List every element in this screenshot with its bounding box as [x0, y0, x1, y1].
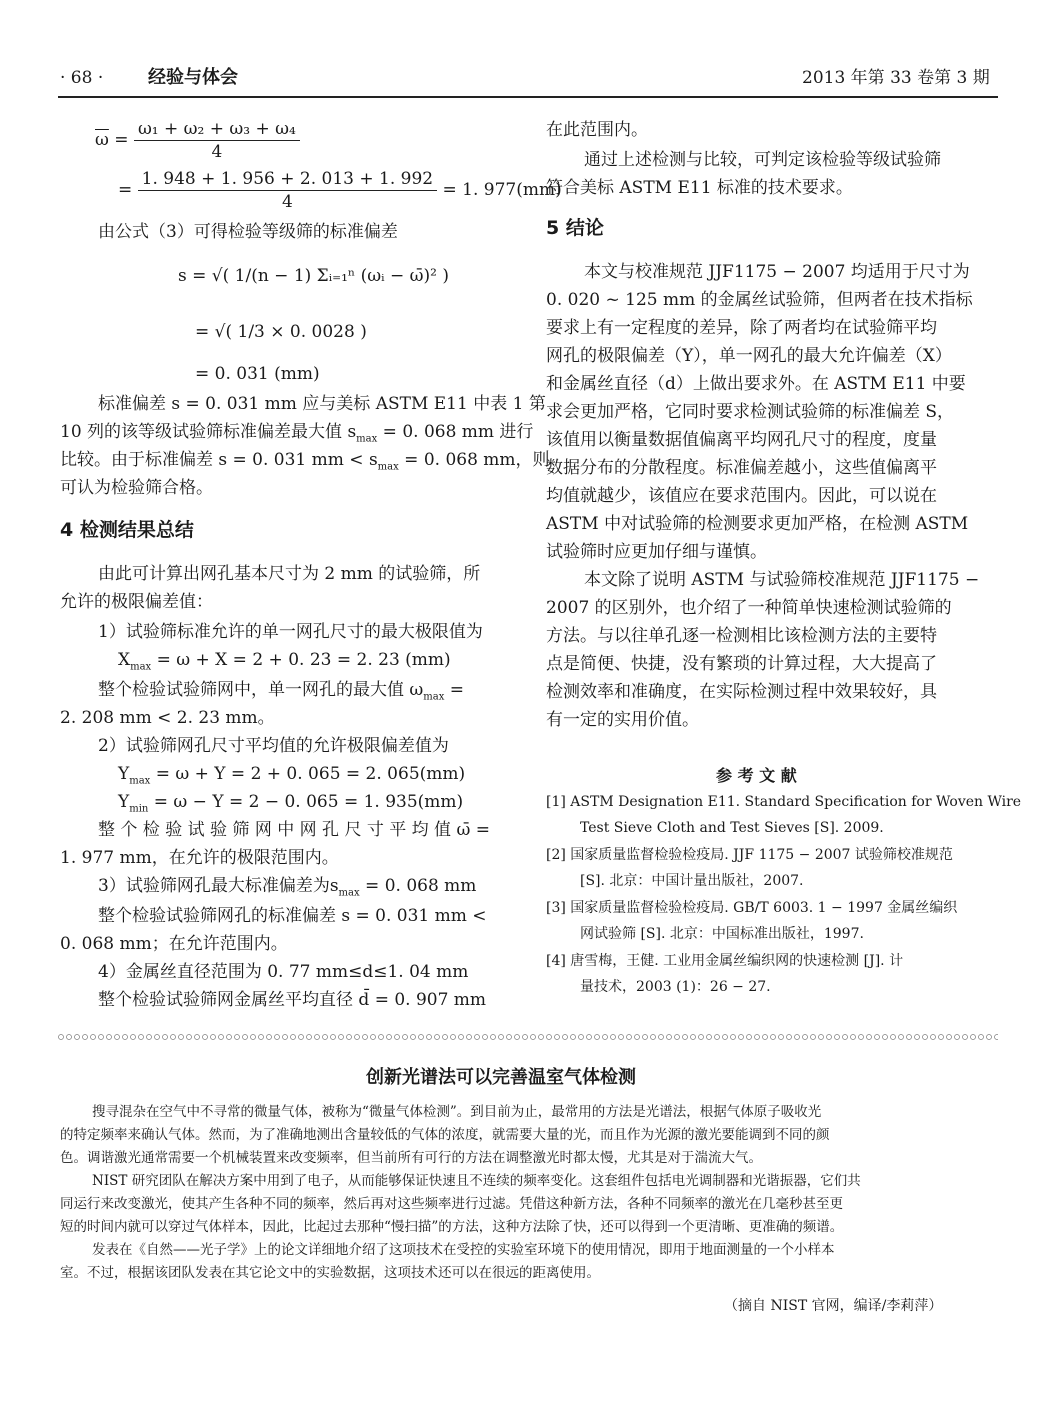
sec4-line-s-2: 0. 068 mm；在允许范围内。 — [60, 934, 288, 954]
reference-2: [2] 国家质量监督检验检疫局. JJF 1175 − 2007 试验筛校准规范 — [546, 847, 953, 863]
mean-eq-2-num: 1. 948 + 1. 956 + 2. 013 + 1. 992 — [138, 168, 437, 191]
formula-intro: 由公式（3）可得检验等级筛的标准偏差 — [98, 222, 398, 242]
sec5-line-13: 2007 的区别外，也介绍了一种简单快速检测试验筛的 — [546, 598, 952, 618]
sec4-item-2: 2）试验筛网孔尺寸平均值的允许极限偏差值为 — [98, 736, 449, 756]
reference-1-cont: Test Sieve Cloth and Test Sieves [S]. 2009. — [580, 820, 884, 836]
sec4-line-mean-2: 1. 977 mm，在允许的极限范围内。 — [60, 848, 339, 868]
std-dev-eq-2: = √( 1/3 × 0. 0028 ) — [195, 322, 367, 342]
sec4-item-4: 4）金属丝直径范围为 0. 77 mm≤d≤1. 04 mm — [98, 962, 469, 982]
sec5-line-7: 该值用以衡量数据值偏离平均网孔尺寸的程度，度量 — [546, 430, 937, 450]
sec4-line-mean: 整 个 检 验 试 验 筛 网 中 网 孔 尺 寸 平 均 值 ω̄ = — [98, 820, 490, 840]
sec5-line-2: 0. 020 ~ 125 mm 的金属丝试验筛，但两者在技术指标 — [546, 290, 973, 310]
sec5-line-1: 本文与校准规范 JJF1175 − 2007 均适用于尺寸为 — [584, 262, 970, 282]
news-line-7: 发表在《自然——光子学》上的论文详细地介绍了这项技术在受控的实验室环境下的使用情况，即用于地面测量的一个小样本 — [92, 1242, 835, 1258]
sec5-line-15: 点是简便、快捷，没有繁琐的计算过程，大大提高了 — [546, 654, 937, 674]
header-rule — [58, 96, 998, 98]
sec5-line-4: 网孔的极限偏差（Y），单一网孔的最大允许偏差（X） — [546, 346, 952, 366]
sec5-line-14: 方法。与以往单孔逐一检测相比该检测方法的主要特 — [546, 626, 937, 646]
page-number: · 68 · — [60, 68, 104, 88]
reference-4: [4] 唐雪梅，王健. 工业用金属丝编织网的快速检测 [J]. 计 — [546, 953, 904, 969]
news-line-6: 短的时间内就可以穿过气体样本，因此，比起过去那种“慢扫描”的方法，这种方法除了快，还可以得到一个更清晰、更准确的频谱。 — [60, 1219, 844, 1235]
reference-4-cont: 量技术，2003 (1)：26 − 27. — [580, 979, 771, 995]
issue-info: 2013 年第 33 卷第 3 期 — [802, 68, 990, 88]
news-line-3: 色。调谐激光通常需要一个机械装置来改变频率，但当前所有可行的方法在调整激光时都太慢，尤其是对于湍流大气。 — [60, 1150, 762, 1166]
sec5-line-10: ASTM 中对试验筛的检测要求更加严格，在检测 ASTM — [546, 514, 969, 534]
para-std-2: 10 列的该等级试验筛标准偏差最大值 $s_{max} = 0$. 068 mm 进行 — [60, 422, 534, 445]
section-5-title: 5 结论 — [546, 217, 604, 239]
news-title: 创新光谱法可以完善温室气体检测 — [366, 1067, 636, 1088]
xmax-eq: $X_{max} = \omega + X = 2 + 0$. 23 = 2. 23 (mm) — [118, 650, 451, 673]
mean-eq-1-num: ω₁ + ω₂ + ω₃ + ω₄ — [134, 118, 300, 141]
sec5-line-5: 和金属丝直径（d）上做出要求外。在 ASTM E11 中要 — [546, 374, 966, 394]
sec5-line-8: 数据分布的分散程度。标准偏差越小，这些值偏离平 — [546, 458, 937, 478]
para-std-3: 比较。由于标准偏差 s = 0. 031 mm < $s_{max} = 0$. 068 mm，则 — [60, 450, 550, 473]
right-line-2: 通过上述检测与比较，可判定该检验等级试验筛 — [584, 150, 941, 170]
right-line-1: 在此范围内。 — [546, 120, 648, 140]
sec5-line-3: 要求上有一定程度的差异，除了两者均在试验筛平均 — [546, 318, 937, 338]
sec4-line-omega-2: 2. 208 mm < 2. 23 mm。 — [60, 708, 275, 728]
sec4-item-3: 3）试验筛网孔最大标准偏差为$s_{max} = 0$. 068 mm — [98, 876, 477, 899]
sec4-line-1: 由此可计算出网孔基本尺寸为 2 mm 的试验筛，所 — [98, 564, 481, 584]
reference-3-cont: 网试验筛 [S]. 北京：中国标准出版社，1997. — [580, 926, 864, 942]
reference-3: [3] 国家质量监督检验检疫局. GB/T 6003. 1 − 1997 金属丝编织 — [546, 900, 958, 916]
sec5-line-17: 有一定的实用价值。 — [546, 710, 699, 730]
mean-eq-1: $\overline{\omega}$ = $\frac{\text{ω₁ + ω₂ + ω₃ + ω₄}}{4}$ — [95, 118, 300, 163]
sec4-item-1: 1）试验筛标准允许的单一网孔尺寸的最大极限值为 — [98, 622, 483, 642]
sec5-line-6: 求会更加严格，它同时要求检测试验筛的标准偏差 S， — [546, 402, 955, 422]
news-line-1: 搜寻混杂在空气中不寻常的微量气体，被称为“微量气体检测”。到目前为止，最常用的方法是光谱法，根据气体原子吸收光 — [92, 1104, 822, 1120]
reference-1: [1] ASTM Designation E11. Standard Specification for Woven Wire — [546, 794, 1022, 810]
ymin-eq: $Y_{min} = \omega - Y = 2 - 0$. 065 = 1. 935(mm) — [118, 792, 464, 815]
references-title: 参 考 文 献 — [716, 766, 797, 785]
sec5-line-16: 检测效率和准确度，在实际检测过程中效果较好，具 — [546, 682, 937, 702]
sec5-line-12: 本文除了说明 ASTM 与试验筛校准规范 JJF1175 − — [584, 570, 980, 590]
para-std-4: 可认为检验筛合格。 — [60, 478, 213, 498]
sec4-line-d: 整个检验试验筛网金属丝平均直径 d̄ = 0. 907 mm — [98, 990, 487, 1010]
mean-eq-2-den: 4 — [281, 192, 293, 212]
news-line-5: 同运行来改变激光，使其产生各种不同的频率，然后再对这些频率进行过滤。凭借这种新方法，各种不同频率的激光在几毫秒甚至更 — [60, 1196, 843, 1212]
news-line-4: NIST 研究团队在解决方案中用到了电子，从而能够保证快速且不连续的频率变化。这套组件包括电光调制器和光谐振器，它们共 — [92, 1173, 861, 1189]
news-source: （摘自 NIST 官网，编译/李莉萍） — [724, 1298, 943, 1314]
std-dev-eq-1: s = √( 1/(n − 1) Σᵢ₌₁ⁿ (ωᵢ − ω̄)² ) — [178, 266, 449, 286]
sec4-line-omega: 整个检验试验筛网中，单一网孔的最大值 $\omega_{max}$ = — [98, 680, 465, 703]
right-line-3: 符合美标 ASTM E11 标准的技术要求。 — [546, 178, 853, 198]
std-dev-eq-3: = 0. 031 (mm) — [195, 364, 320, 384]
mean-eq-1-den: 4 — [211, 142, 223, 162]
sec5-line-11: 试验筛时应更加仔细与谨慎。 — [546, 542, 767, 562]
sec4-line-s: 整个检验试验筛网孔的标准偏差 s = 0. 031 mm < — [98, 906, 487, 926]
sec4-line-2: 允许的极限偏差值： — [60, 592, 213, 612]
mean-eq-2-result: = 1. 977(mm) — [442, 180, 562, 200]
journal-section: 经验与体会 — [148, 67, 238, 88]
news-line-2: 的特定频率来确认气体。然而，为了准确地测出含量较低的气体的浓度，就需要大量的光，而且作为光源的激光要能调到不同的颜 — [60, 1127, 830, 1143]
mean-eq-2: = $\frac{1. 948 + 1. 956 + 2. 013 + 1. 992}{4}$ = 1. 977(mm) — [118, 169, 562, 212]
news-line-8: 室。不过，根据该团队发表在其它论文中的实验数据，这项技术还可以在很远的距离使用。 — [60, 1265, 600, 1281]
sec5-line-9: 均值就越少，该值应在要求范围内。因此，可以说在 — [546, 486, 937, 506]
reference-2-cont: [S]. 北京：中国计量出版社，2007. — [580, 873, 804, 889]
section-4-title: 4 检测结果总结 — [60, 519, 194, 541]
ymax-eq: $Y_{max} = \omega + Y = 2 + 0$. 065 = 2. 065(mm) — [118, 764, 466, 787]
para-std-1: 标准偏差 s = 0. 031 mm 应与美标 ASTM E11 中表 1 第 — [98, 394, 546, 414]
wave-separator — [58, 1034, 998, 1040]
